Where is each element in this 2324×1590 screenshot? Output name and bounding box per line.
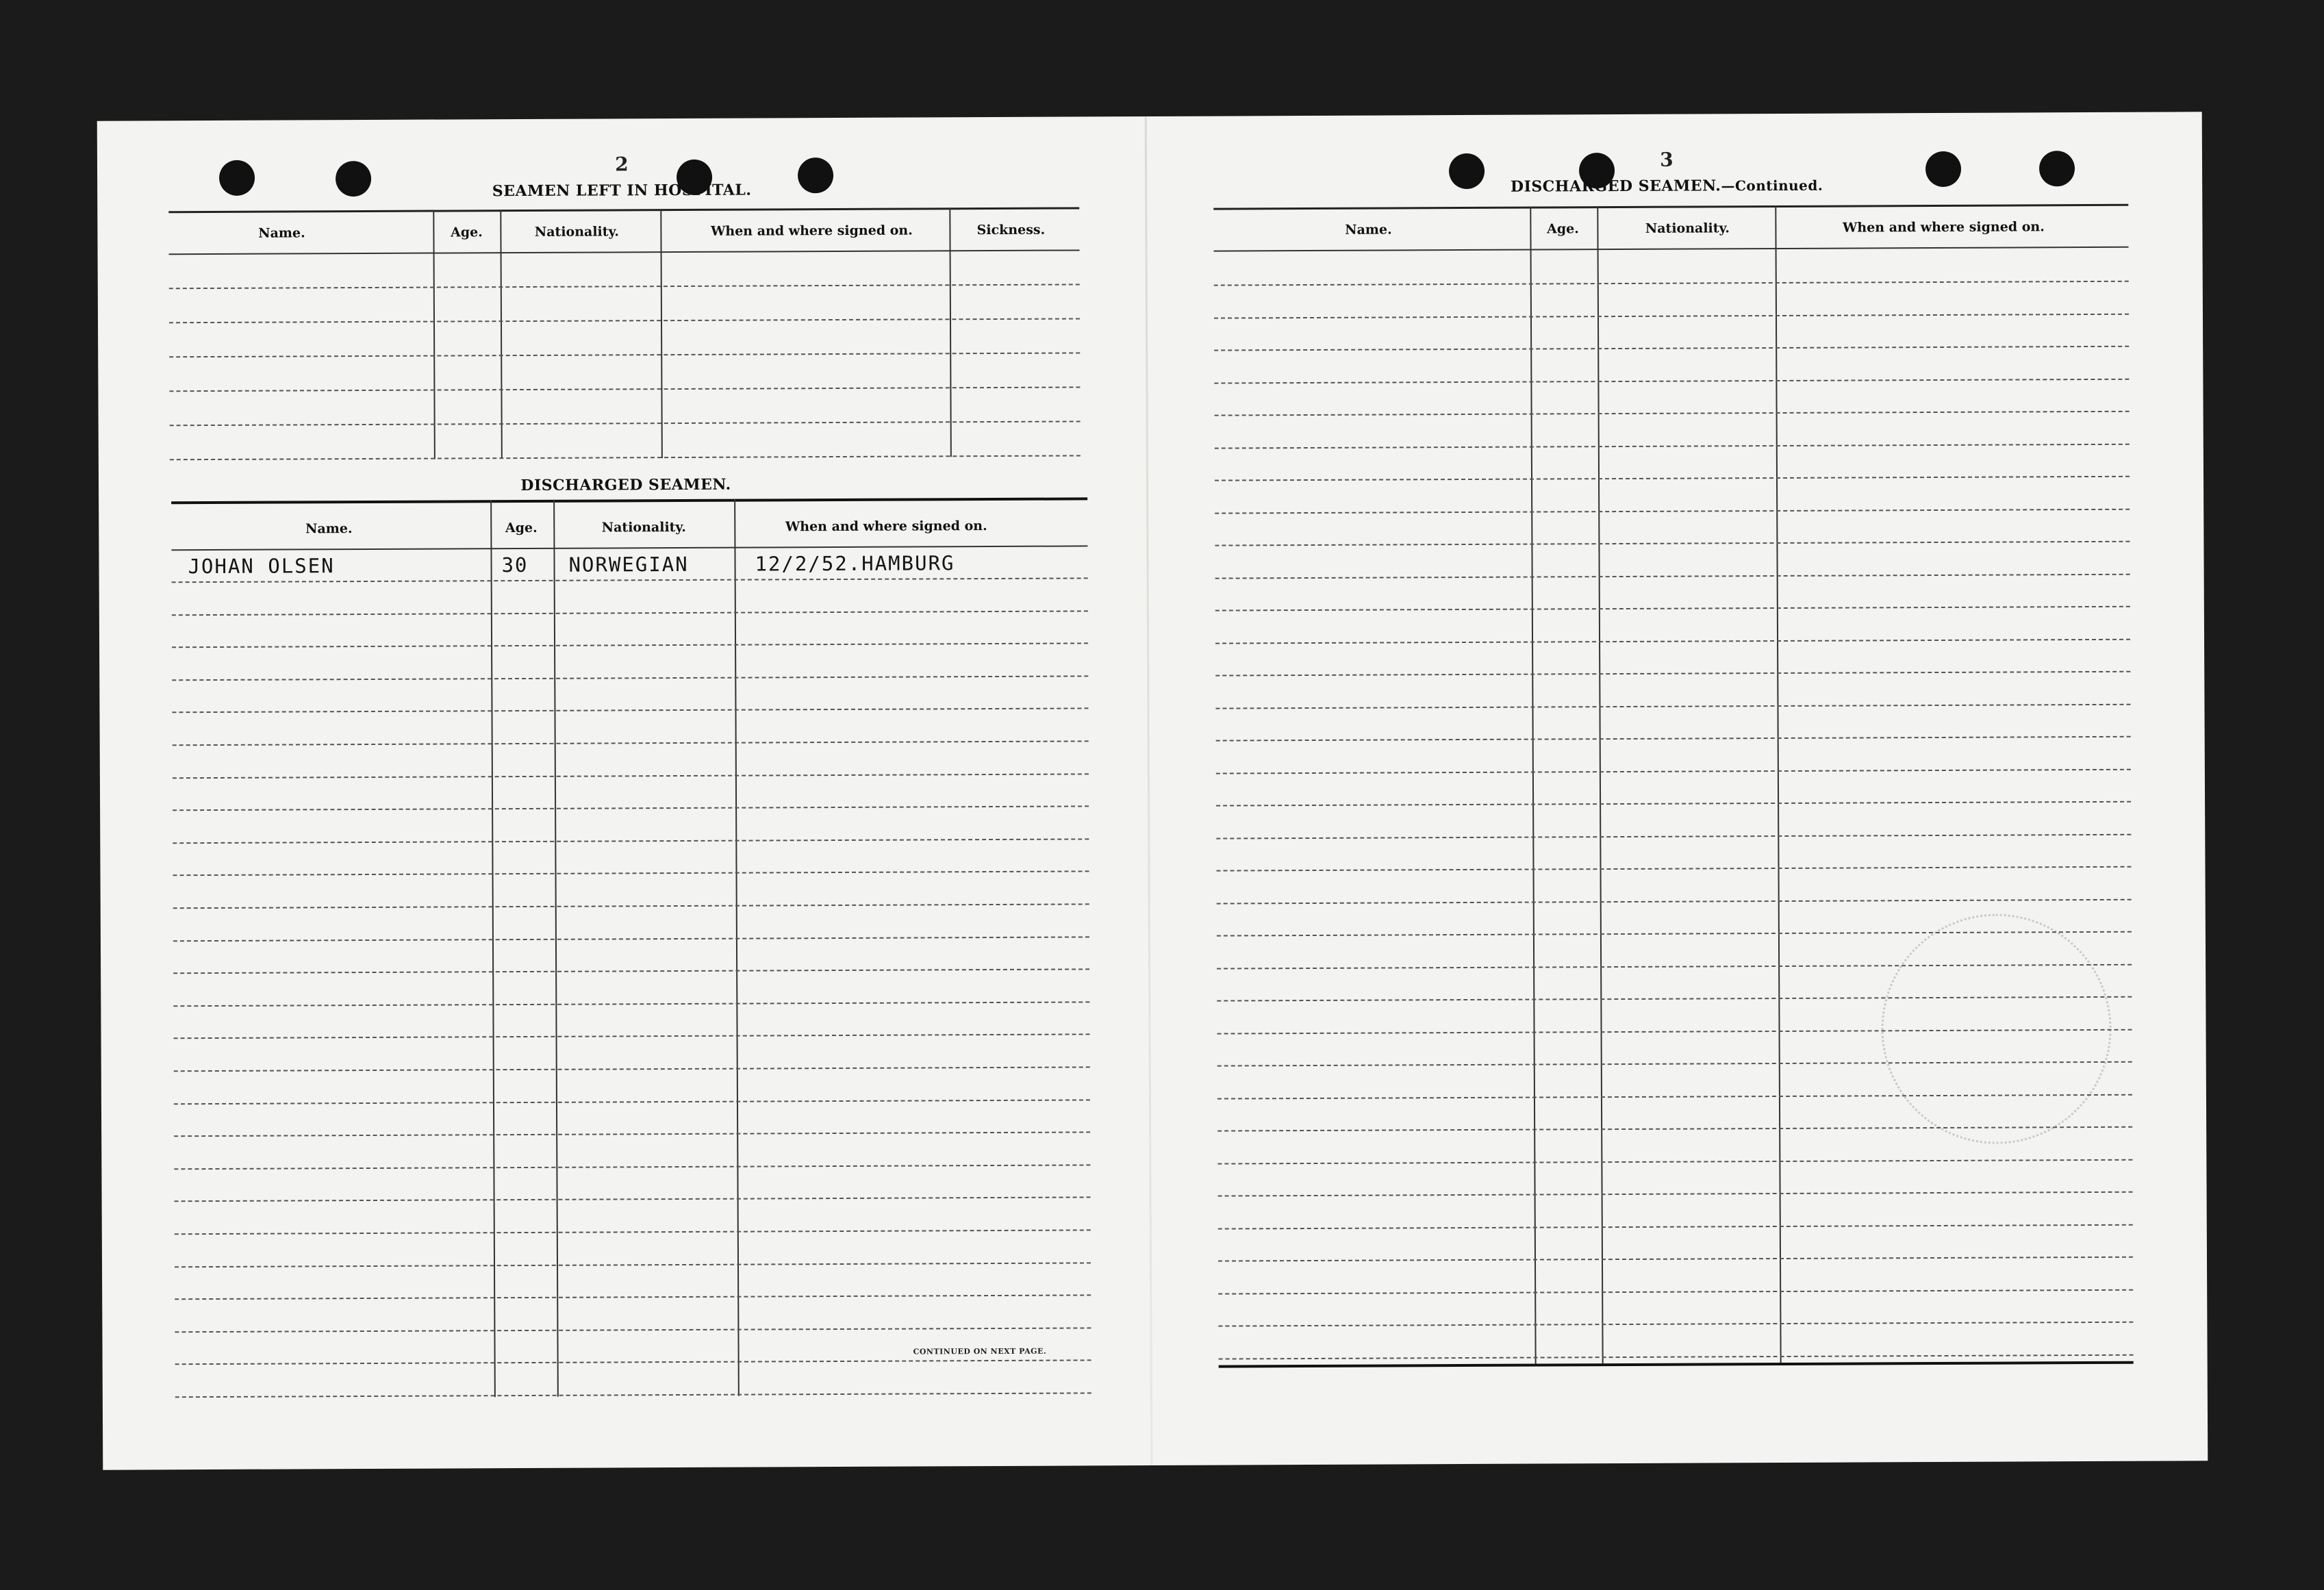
right-ruled-line [1216, 801, 2131, 807]
right-page-number: 3 [1660, 148, 1673, 171]
hospital-ruled-line [169, 283, 1080, 289]
discharged-ruled-line [174, 1099, 1090, 1105]
discharged-ruled-line [173, 871, 1089, 876]
discharged-ruled-line [174, 1132, 1090, 1137]
right-ruled-line [1216, 768, 2131, 774]
right-title-text: DISCHARGED SEAMEN. [1510, 177, 1721, 196]
hospital-ruled-line [170, 455, 1081, 460]
discharged-header-rule [171, 545, 1087, 551]
right-ruled-line [1215, 443, 2130, 449]
hospital-section-title: SEAMEN LEFT IN HOSPITAL. [492, 181, 752, 201]
right-ruled-line [1215, 703, 2130, 709]
discharged-section-title: DISCHARGED SEAMEN. [520, 475, 731, 495]
right-discharged-table [1213, 204, 2133, 1367]
hospital-ruled-line [169, 352, 1080, 357]
hospital-col-sickness: Sickness. [976, 222, 1046, 238]
hospital-divider [949, 207, 952, 457]
discharged-ruled-line [175, 1197, 1091, 1202]
right-ruled-line [1219, 1354, 2134, 1359]
discharged-ruled-line [172, 577, 1088, 583]
discharged-ruled-line [175, 1392, 1091, 1398]
continued-footer: CONTINUED ON NEXT PAGE. [913, 1346, 1047, 1356]
hospital-divider [500, 210, 503, 459]
discharged-ruled-line [175, 1229, 1091, 1235]
discharged-table [171, 497, 1091, 1412]
right-col-name: Name. [1345, 222, 1392, 238]
discharged-ruled-line [175, 1360, 1091, 1365]
discharged-ruled-line [172, 610, 1088, 616]
hospital-ruled-line [169, 386, 1080, 392]
right-top-rule [1213, 204, 2128, 210]
punch-hole-right-4 [2039, 151, 2075, 186]
right-ruled-line [1215, 411, 2130, 416]
punch-hole-right-3 [1925, 151, 1961, 187]
seaman-signed-on: 12/2/52.HAMBURG [755, 551, 955, 576]
left-page-number: 2 [615, 153, 629, 176]
discharged-ruled-line [173, 838, 1089, 844]
right-ruled-line [1214, 281, 2129, 286]
hospital-top-rule [168, 207, 1079, 213]
hospital-ruled-line [170, 420, 1081, 426]
seaman-name: JOHAN OLSEN [188, 554, 335, 579]
right-ruled-line [1215, 573, 2130, 579]
discharged-ruled-line [173, 969, 1089, 974]
right-ruled-line [1215, 476, 2130, 481]
right-ruled-line [1215, 508, 2130, 514]
right-ruled-line [1214, 313, 2129, 318]
right-col-age: Age. [1547, 221, 1579, 237]
hospital-table [168, 207, 1081, 464]
discharged-ruled-line [173, 773, 1089, 779]
right-section-title [1511, 177, 1823, 196]
hospital-col-name: Name. [258, 225, 305, 241]
page-fold [1145, 116, 1153, 1465]
punch-hole-left-2 [336, 161, 371, 197]
discharged-ruled-line [174, 1066, 1090, 1072]
right-ruled-line [1214, 346, 2129, 351]
right-ruled-line [1217, 898, 2132, 904]
discharged-ruled-line [174, 1164, 1090, 1170]
discharged-ruled-line [175, 1295, 1091, 1300]
right-ruled-line [1217, 1061, 2132, 1067]
hospital-col-nationality: Nationality. [534, 224, 620, 240]
hospital-ruled-line [169, 318, 1080, 323]
hospital-col-signed-on: When and where signed on. [710, 223, 913, 239]
hospital-header-rule [169, 249, 1080, 255]
right-col-nationality: Nationality. [1645, 220, 1730, 236]
document-sheet [97, 112, 2208, 1469]
discharged-ruled-line [173, 806, 1089, 811]
right-ruled-line [1215, 541, 2130, 546]
right-ruled-line [1217, 963, 2132, 969]
right-ruled-line [1217, 931, 2132, 937]
discharged-ruled-line [173, 903, 1089, 909]
right-ruled-line [1218, 1289, 2133, 1294]
right-ruled-line [1215, 638, 2130, 644]
right-ruled-line [1217, 996, 2132, 1002]
right-ruled-line [1217, 1159, 2132, 1164]
discharged-divider [734, 499, 740, 1396]
right-ruled-line [1217, 1094, 2132, 1099]
discharged-ruled-line [173, 936, 1089, 942]
hospital-divider [660, 209, 663, 458]
discharged-ruled-line [173, 1001, 1089, 1007]
right-ruled-line [1215, 606, 2130, 611]
punch-hole-right-1 [1449, 153, 1485, 189]
right-ruled-line [1214, 378, 2129, 383]
discharged-top-rule [171, 497, 1087, 504]
punch-hole-left-4 [798, 157, 833, 193]
discharged-col-age: Age. [505, 520, 538, 536]
right-ruled-line [1218, 1257, 2133, 1262]
right-title-suffix: —Continued. [1721, 177, 1823, 194]
discharged-ruled-line [174, 1034, 1090, 1039]
discharged-ruled-line [172, 708, 1088, 714]
seaman-nationality: NORWEGIAN [568, 552, 689, 577]
discharged-col-nationality: Nationality. [601, 519, 686, 535]
right-ruled-line [1216, 736, 2131, 742]
right-ruled-line [1218, 1322, 2133, 1327]
discharged-ruled-line [172, 675, 1088, 681]
right-ruled-line [1218, 1191, 2133, 1197]
right-header-rule [1214, 247, 2129, 252]
discharged-divider [553, 500, 559, 1397]
seaman-age: 30 [501, 553, 529, 577]
right-ruled-line [1217, 1126, 2132, 1132]
discharged-divider [490, 500, 496, 1397]
right-ruled-line [1218, 1224, 2133, 1229]
right-bottom-rule [1219, 1361, 2134, 1368]
hospital-divider [433, 210, 435, 459]
discharged-col-signed-on: When and where signed on. [785, 518, 987, 535]
punch-hole-left-1 [219, 160, 255, 196]
hospital-col-age: Age. [451, 225, 483, 240]
discharged-col-name: Name. [305, 521, 353, 537]
discharged-ruled-line [175, 1262, 1091, 1267]
discharged-ruled-line [172, 643, 1088, 648]
right-col-signed-on: When and where signed on. [1842, 219, 2045, 236]
right-ruled-line [1215, 671, 2130, 677]
right-ruled-line [1216, 833, 2131, 839]
right-ruled-line [1217, 1029, 2132, 1034]
discharged-ruled-line [173, 740, 1089, 746]
right-ruled-line [1217, 866, 2132, 872]
discharged-ruled-line [175, 1327, 1091, 1333]
